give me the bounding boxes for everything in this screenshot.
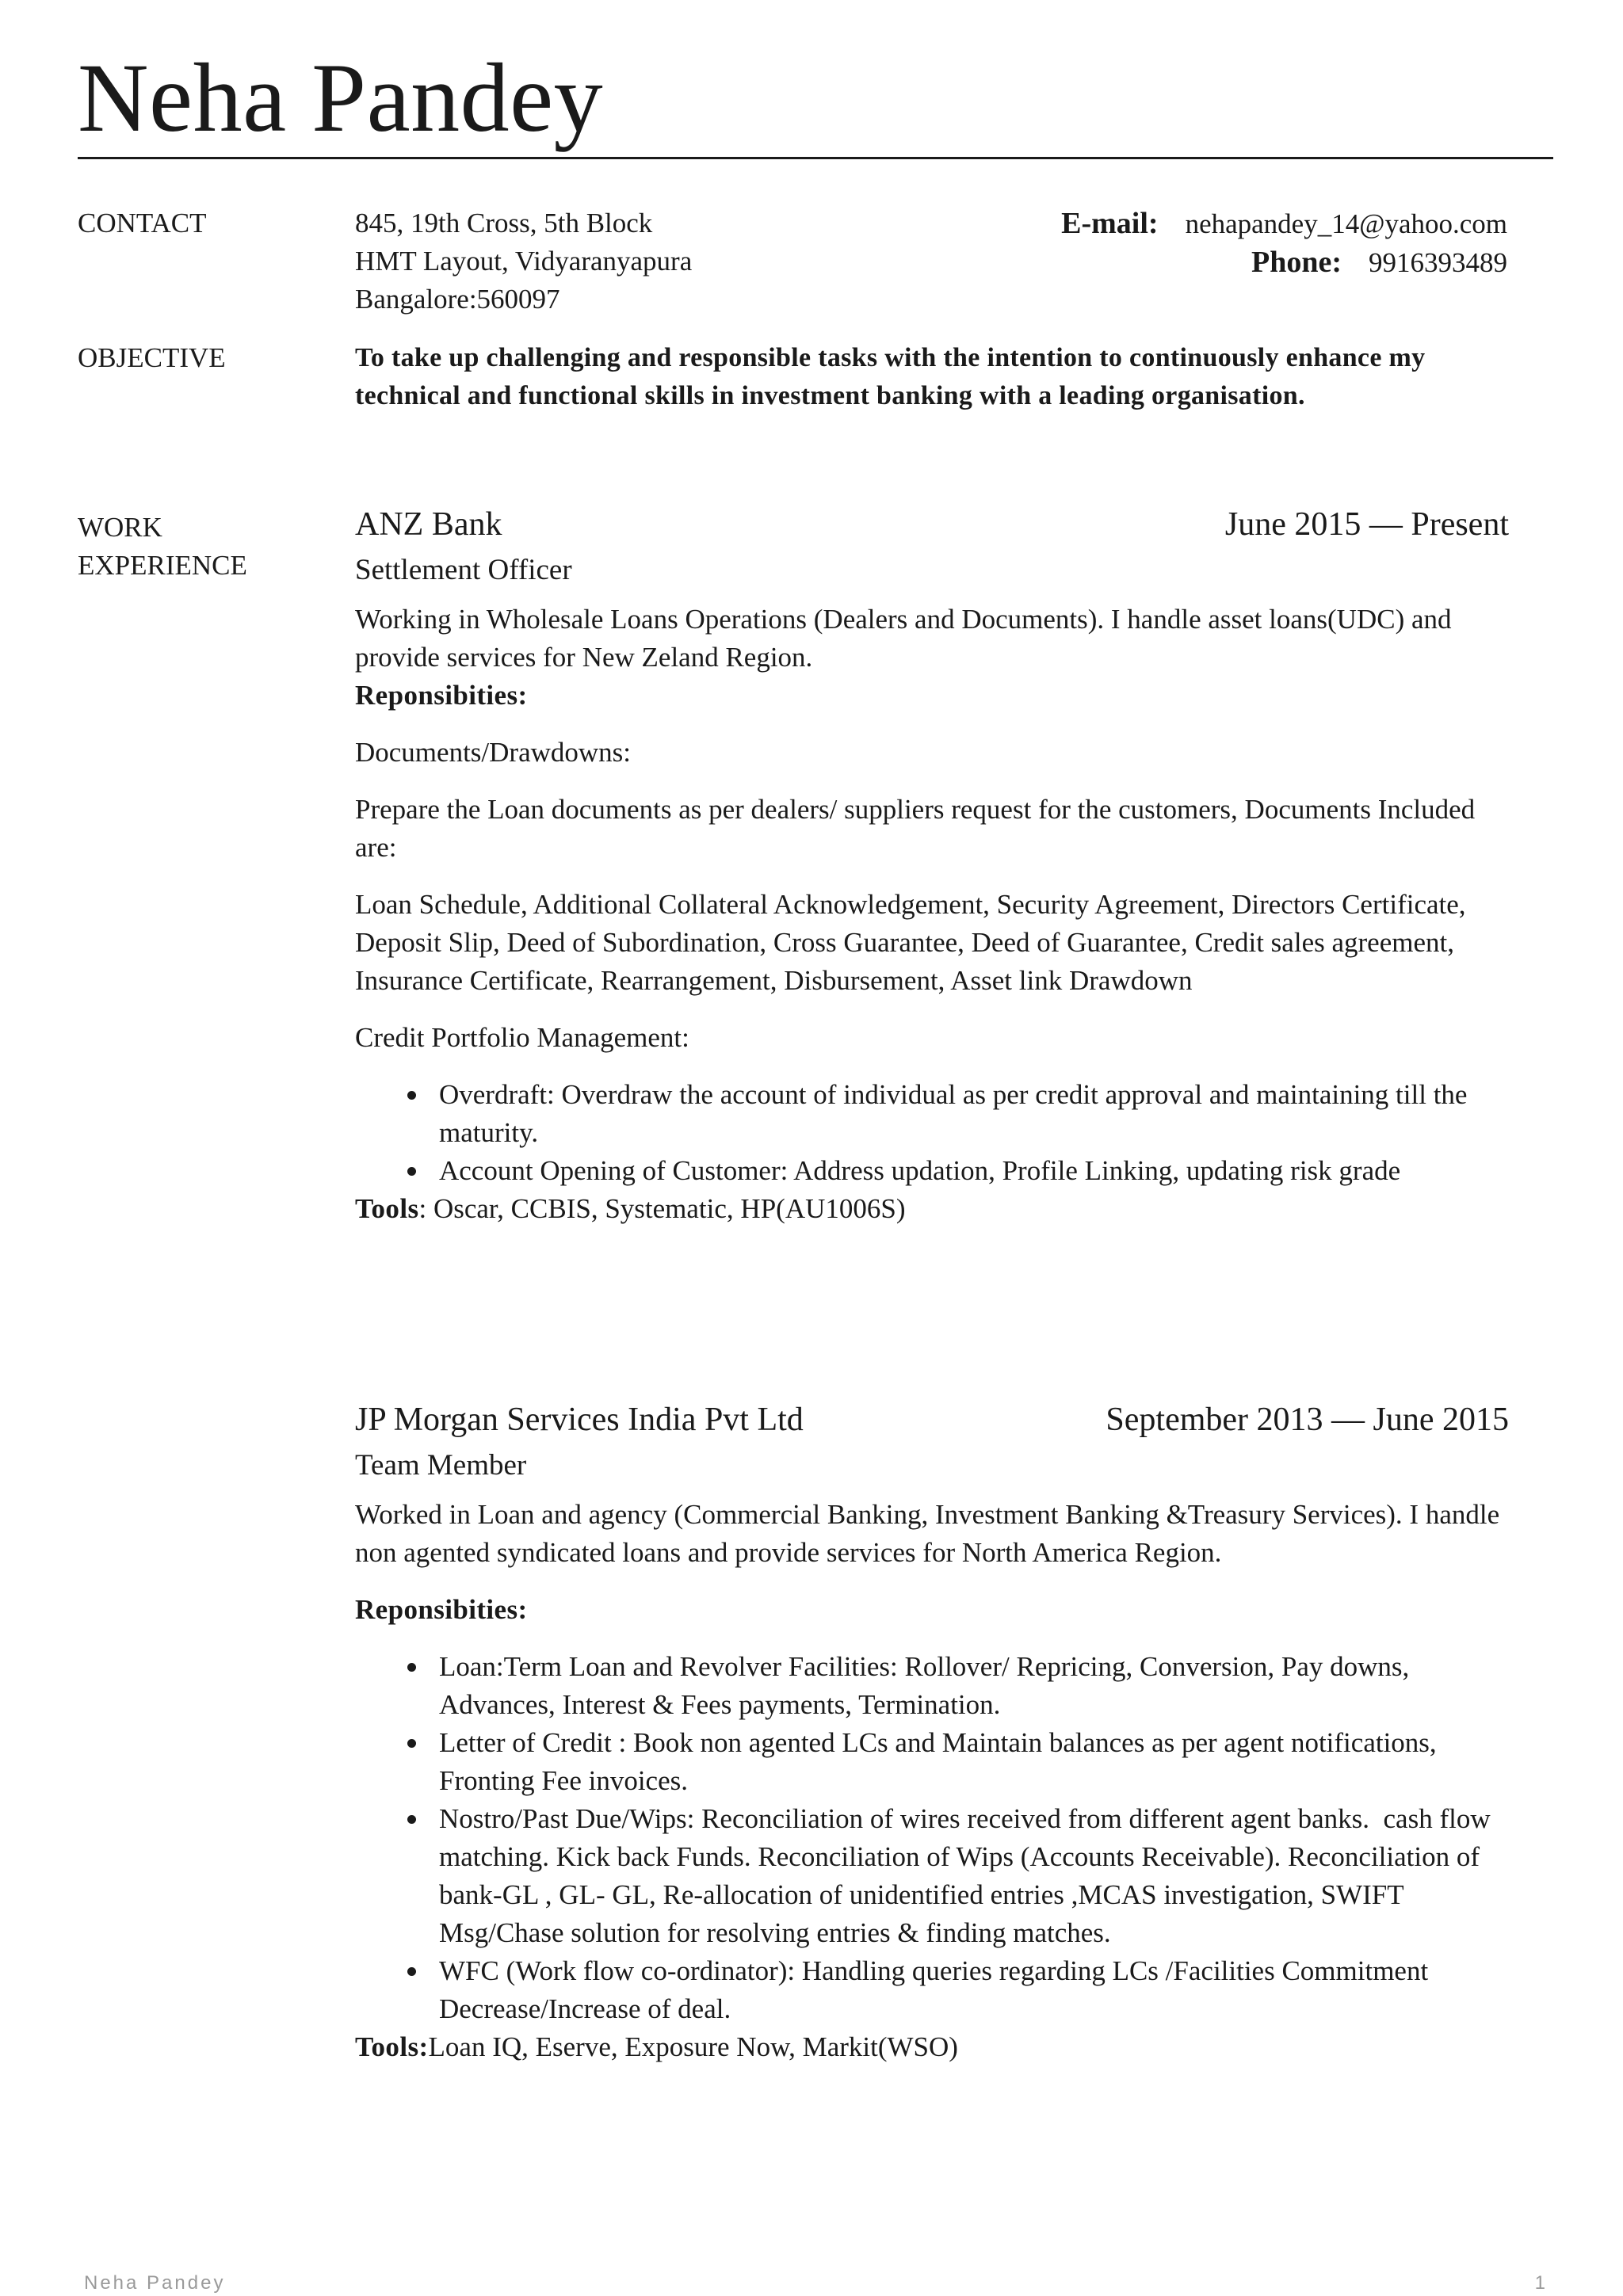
job-role: Team Member [355,1449,527,1482]
job-header [355,1396,1509,1444]
list-item: Overdraft: Overdraw the account of individual as per credit approval and maintaining till the maturity. [439,1076,1509,1152]
list-item: WFC (Work flow co-ordinator): Handling queries regarding LCs /Facilities Commitment Decrease/Increase of deal. [439,1952,1509,2028]
list-item: Nostro/Past Due/Wips: Reconciliation of wires received from different agent banks. cash flow matching. Kick back Funds. Reconciliation of Wips (Accounts Receivable). Reconciliation of bank-GL , GL- GL, Re-allocation of unidentified entries ,MCAS investigation, SWIFT Msg/Chase solution for resolving entries & finding matches. [439,1800,1509,1952]
job-summary: Working in Wholesale Loans Operations (Dealers and Documents). I handle asset loans(UDC) and provide services for New Zeland Region. [355,604,1452,673]
email-row [1061,204,1507,243]
email-link[interactable]: nehapandey_14@yahoo.com [1185,208,1507,239]
phone-label: Phone: [1251,246,1342,279]
page-number: 1 [1534,2272,1545,2294]
job-dates: September 2013 — June 2015 [1106,1402,1509,1438]
job-tools [355,1190,1509,1228]
job-company: ANZ Bank [355,506,502,543]
docs-heading: Documents/Drawdowns: [355,737,632,768]
email-label: E-mail: [1061,207,1159,240]
list-item: Letter of Credit : Book non agented LCs and Maintain balances as per agent notifications, Fronting Fee invoices. [439,1724,1509,1800]
docs-intro: Prepare the Loan documents as per dealers/ suppliers request for the customers, Documents Included are: [355,794,1476,863]
job-role: Settlement Officer [355,554,572,586]
job-dates: June 2015 — Present [1224,506,1509,543]
responsibility-list [355,1648,1567,2028]
objective-text: To take up challenging and responsible tasks with the intention to continuously enhance my technical and functional skills in investment banking with a leading organisation. [355,343,1426,410]
job-anz [355,501,1509,1228]
docs-list: Loan Schedule, Additional Collateral Acknowledgement, Security Agreement, Directors Certificate, Deposit Slip, Deed of Subordination, Cross Guarantee, Deed of Guarantee, Credit sales agreement, Insurance Certificate, Rearrangement, Disbursement, Asset link Drawdown [355,889,1466,996]
responsibility-list [355,1076,1509,1190]
section-label-contact: CONTACT [78,208,207,238]
section-label-objective: OBJECTIVE [78,342,226,373]
job-tools [355,2028,1509,2066]
footer-name: Neha Pandey [84,2272,226,2294]
cpm-heading: Credit Portfolio Management: [355,1022,689,1053]
tools-label: Tools [355,1193,419,1224]
section-label-work-line: EXPERIENCE [78,550,247,581]
tools-label: Tools: [355,2031,429,2062]
contact-details [1061,204,1507,282]
list-item: Account Opening of Customer: Address updation, Profile Linking, updating risk grade [439,1152,1509,1190]
job-summary: Worked in Loan and agency (Commercial Banking, Investment Banking &Treasury Services). I handle non agented syndicated loans and provide services for North America Region. [355,1499,1500,1568]
header-rule [78,157,1553,159]
resume-name: Neha Pandey [78,44,604,152]
list-item: Loan:Term Loan and Revolver Facilities: Rollover/ Repricing, Conversion, Pay downs, Advances, Interest & Fees payments, Termination. [439,1648,1509,1724]
contact-address [355,204,910,318]
address-line: Bangalore:560097 [355,284,560,315]
phone-row [1061,243,1507,282]
job-header [355,501,1509,548]
address-line: HMT Layout, Vidyaranyapura [355,246,693,277]
job-company: JP Morgan Services India Pvt Ltd [355,1402,804,1438]
tools-value: : Oscar, CCBIS, Systematic, HP(AU1006S) [418,1193,906,1224]
job-jpmorgan [355,1396,1567,2066]
phone-value: 9916393489 [1369,247,1507,278]
tools-value: Loan IQ, Eserve, Exposure Now, Markit(WSO) [428,2031,958,2062]
section-label-work [78,509,247,585]
responsibilities-label: Reponsibities: [355,1594,528,1625]
responsibilities-label: Reponsibities: [355,680,528,711]
address-line: 845, 19th Cross, 5th Block [355,208,653,238]
section-label-work-line: WORK [78,512,162,543]
